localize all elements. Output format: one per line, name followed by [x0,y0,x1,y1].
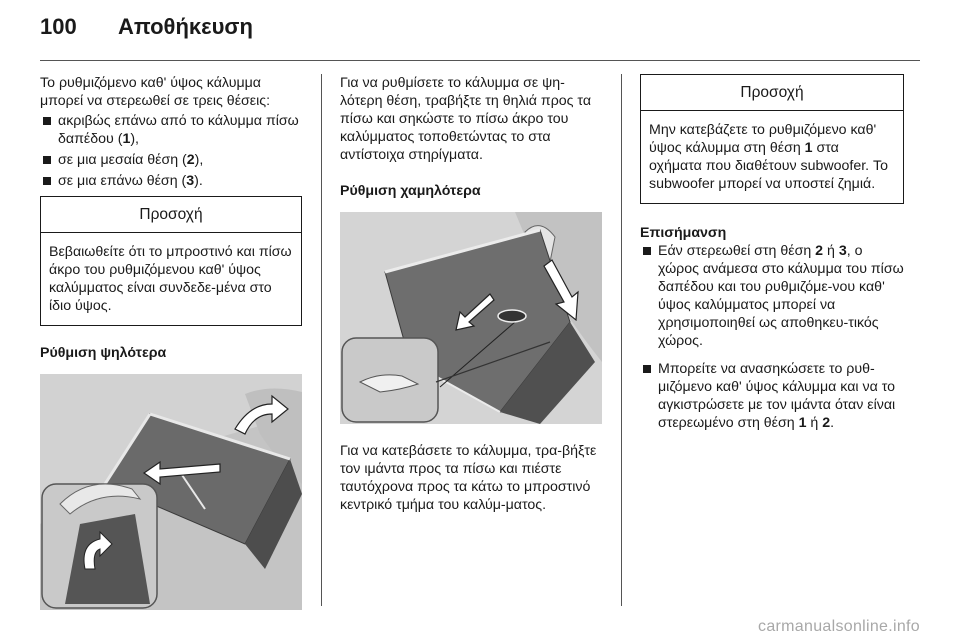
bullet-square-icon [643,365,651,373]
caution-text: Βεβαιωθείτε ότι το μπροστινό και πίσω άκρο του ρυθμιζόμενου καθ' ύψος καλύμματος είναι συνδεδε-μένα στο ίδιο ύψος. [49,244,292,314]
illustration-lower [340,212,602,424]
bullet-square-icon [43,117,51,125]
bullet-square-icon [643,247,651,255]
bullet-square-icon [43,177,51,185]
subheading-raise: Ρύθμιση ψηλότερα [40,345,167,361]
list-item: σε μια μεσαία θέση (2), [40,151,302,169]
bullet-square-icon [43,156,51,164]
caution-box [40,196,302,326]
caution-title: Προσοχή [41,197,301,233]
list-item: Εάν στερεωθεί στη θέση 2 ή 3, ο χώρος ανάμεσα στο κάλυμμα του πίσω δαπέδου και του ρυθμιζόμε-νου καθ' ύψος καλύμματος μπορεί να χρησιμοποιηθεί ως αποθηκευ-τικός χώρος. [640,242,904,350]
column-divider-2 [621,74,622,606]
list-item: ακριβώς επάνω από το κάλυμμα πίσω δαπέδου (1), [40,112,302,148]
illustration-raise [40,374,302,610]
note-title: Επισήμανση [640,225,727,241]
raise-cover-illustration [40,374,302,610]
column-3 [640,74,904,435]
subheading-lower: Ρύθμιση χαμηλότερα [340,183,481,199]
caution-text: Μην κατεβάζετε το ρυθμιζόμενο καθ' ύψος κάλυμμα στη θέση 1 στα οχήματα που διαθέτουν subwoofer. Το subwoofer μπορεί να υποστεί ζημιά. [649,122,889,192]
lower-instructions: Για να κατεβάσετε το κάλυμμα, τρα-βήξτε τον ιμάντα προς τα πίσω και πιέστε ταυτόχρονα προς τα κάτω το μπροστινό κεντρικό τμήμα του καλύμ-ματος. [340,443,597,513]
column-2 [340,74,602,514]
note-list [640,242,904,432]
column-1 [40,74,302,610]
watermark: carmanualsonline.info [758,618,920,635]
raise-instructions: Για να ρυθμίσετε το κάλυμμα σε ψη-λότερη θέση, τραβήξτε τη θηλιά προς τα πίσω και σηκώστε το πίσω άκρο του καλύμματος τοποθετώντας το στα αντίστοιχα στηρίγματα. [340,75,592,163]
position-list [40,112,302,190]
page-header [40,14,253,44]
page-number: 100 [40,14,77,39]
list-item: σε μια επάνω θέση (3). [40,172,302,190]
intro-text: Το ρυθμιζόμενο καθ' ύψος κάλυμμα μπορεί να στερεωθεί σε τρεις θέσεις: [40,75,271,109]
caution-title: Προσοχή [641,75,903,111]
header-rule [40,60,920,61]
lower-cover-illustration [340,212,602,424]
column-divider-1 [321,74,322,606]
list-item: Μπορείτε να ανασηκώσετε το ρυθ-μιζόμενο καθ' ύψος κάλυμμα και να το αγκιστρώσετε με τον ιμάντα όταν είναι στερεωμένο στη θέση 1 ή 2. [640,360,904,432]
page-title: Αποθήκευση [118,14,253,39]
subwoofer-caution-box [640,74,904,204]
